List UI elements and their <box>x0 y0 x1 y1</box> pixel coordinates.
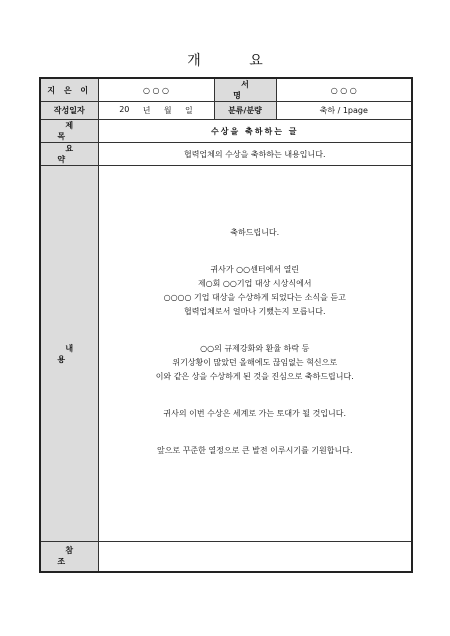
date-row <box>40 102 412 120</box>
content-line: 축하드립니다. <box>230 228 280 237</box>
content-line: 귀사의 이번 수상은 세계로 가는 토대가 될 것입니다. <box>163 409 347 418</box>
signature-label: 서 명 <box>214 78 276 102</box>
content-line: 제○회 ○○기업 대상 시상식에서 <box>197 279 312 288</box>
content-paragraph <box>99 407 412 421</box>
content-label: 내 용 <box>40 166 98 542</box>
content-line: 귀사가 ○○센터에서 열린 <box>210 265 300 274</box>
author-value[interactable]: ○ ○ ○ <box>98 78 214 102</box>
date-month-unit: 월 <box>163 106 172 115</box>
subject-label: 제 목 <box>40 120 98 143</box>
subject-value[interactable]: 수상을 축하하는 글 <box>98 120 412 143</box>
category-label: 분류/분량 <box>214 102 276 120</box>
content-row <box>40 166 412 542</box>
subject-row <box>40 120 412 143</box>
category-value[interactable]: 축하 / 1page <box>276 102 412 120</box>
reference-label: 참 조 <box>40 542 98 572</box>
content-paragraph <box>99 342 412 384</box>
reference-row <box>40 542 412 572</box>
date-label: 작성일자 <box>40 102 98 120</box>
content-line: 앞으로 꾸준한 열정으로 큰 발전 이루시기를 기원합니다. <box>156 446 353 455</box>
content-body[interactable] <box>98 166 412 542</box>
summary-row <box>40 143 412 166</box>
content-line: 이와 같은 상을 수상하게 된 것을 진심으로 축하드립니다. <box>155 372 354 381</box>
content-line: ○○○○ 기업 대상을 수상하게 되었다는 소식을 듣고 <box>163 293 346 302</box>
content-paragraph <box>99 263 412 319</box>
content-line: 협력업체로서 얼마나 기뻤는지 모릅니다. <box>183 307 326 316</box>
author-row <box>40 78 412 102</box>
summary-label: 요 약 <box>40 143 98 166</box>
date-value[interactable] <box>98 102 214 120</box>
content-paragraph <box>99 226 412 240</box>
content-line: 위기상황이 많았던 올해에도 끊임없는 혁신으로 <box>172 358 338 367</box>
document-title: 개 요 <box>187 53 285 69</box>
date-year-unit: 년 <box>142 106 151 115</box>
reference-value[interactable] <box>98 542 412 572</box>
signature-value[interactable]: ○ ○ ○ <box>276 78 412 102</box>
overview-form-table <box>39 77 413 573</box>
content-paragraph <box>99 444 412 458</box>
date-year: 20 <box>119 105 130 114</box>
summary-value[interactable]: 협력업체의 수상을 축하하는 내용입니다. <box>98 143 412 166</box>
date-day-unit: 일 <box>185 106 193 115</box>
author-label: 지 은 이 <box>40 78 98 102</box>
content-line: ○○의 규제강화와 환율 하락 등 <box>200 344 310 353</box>
